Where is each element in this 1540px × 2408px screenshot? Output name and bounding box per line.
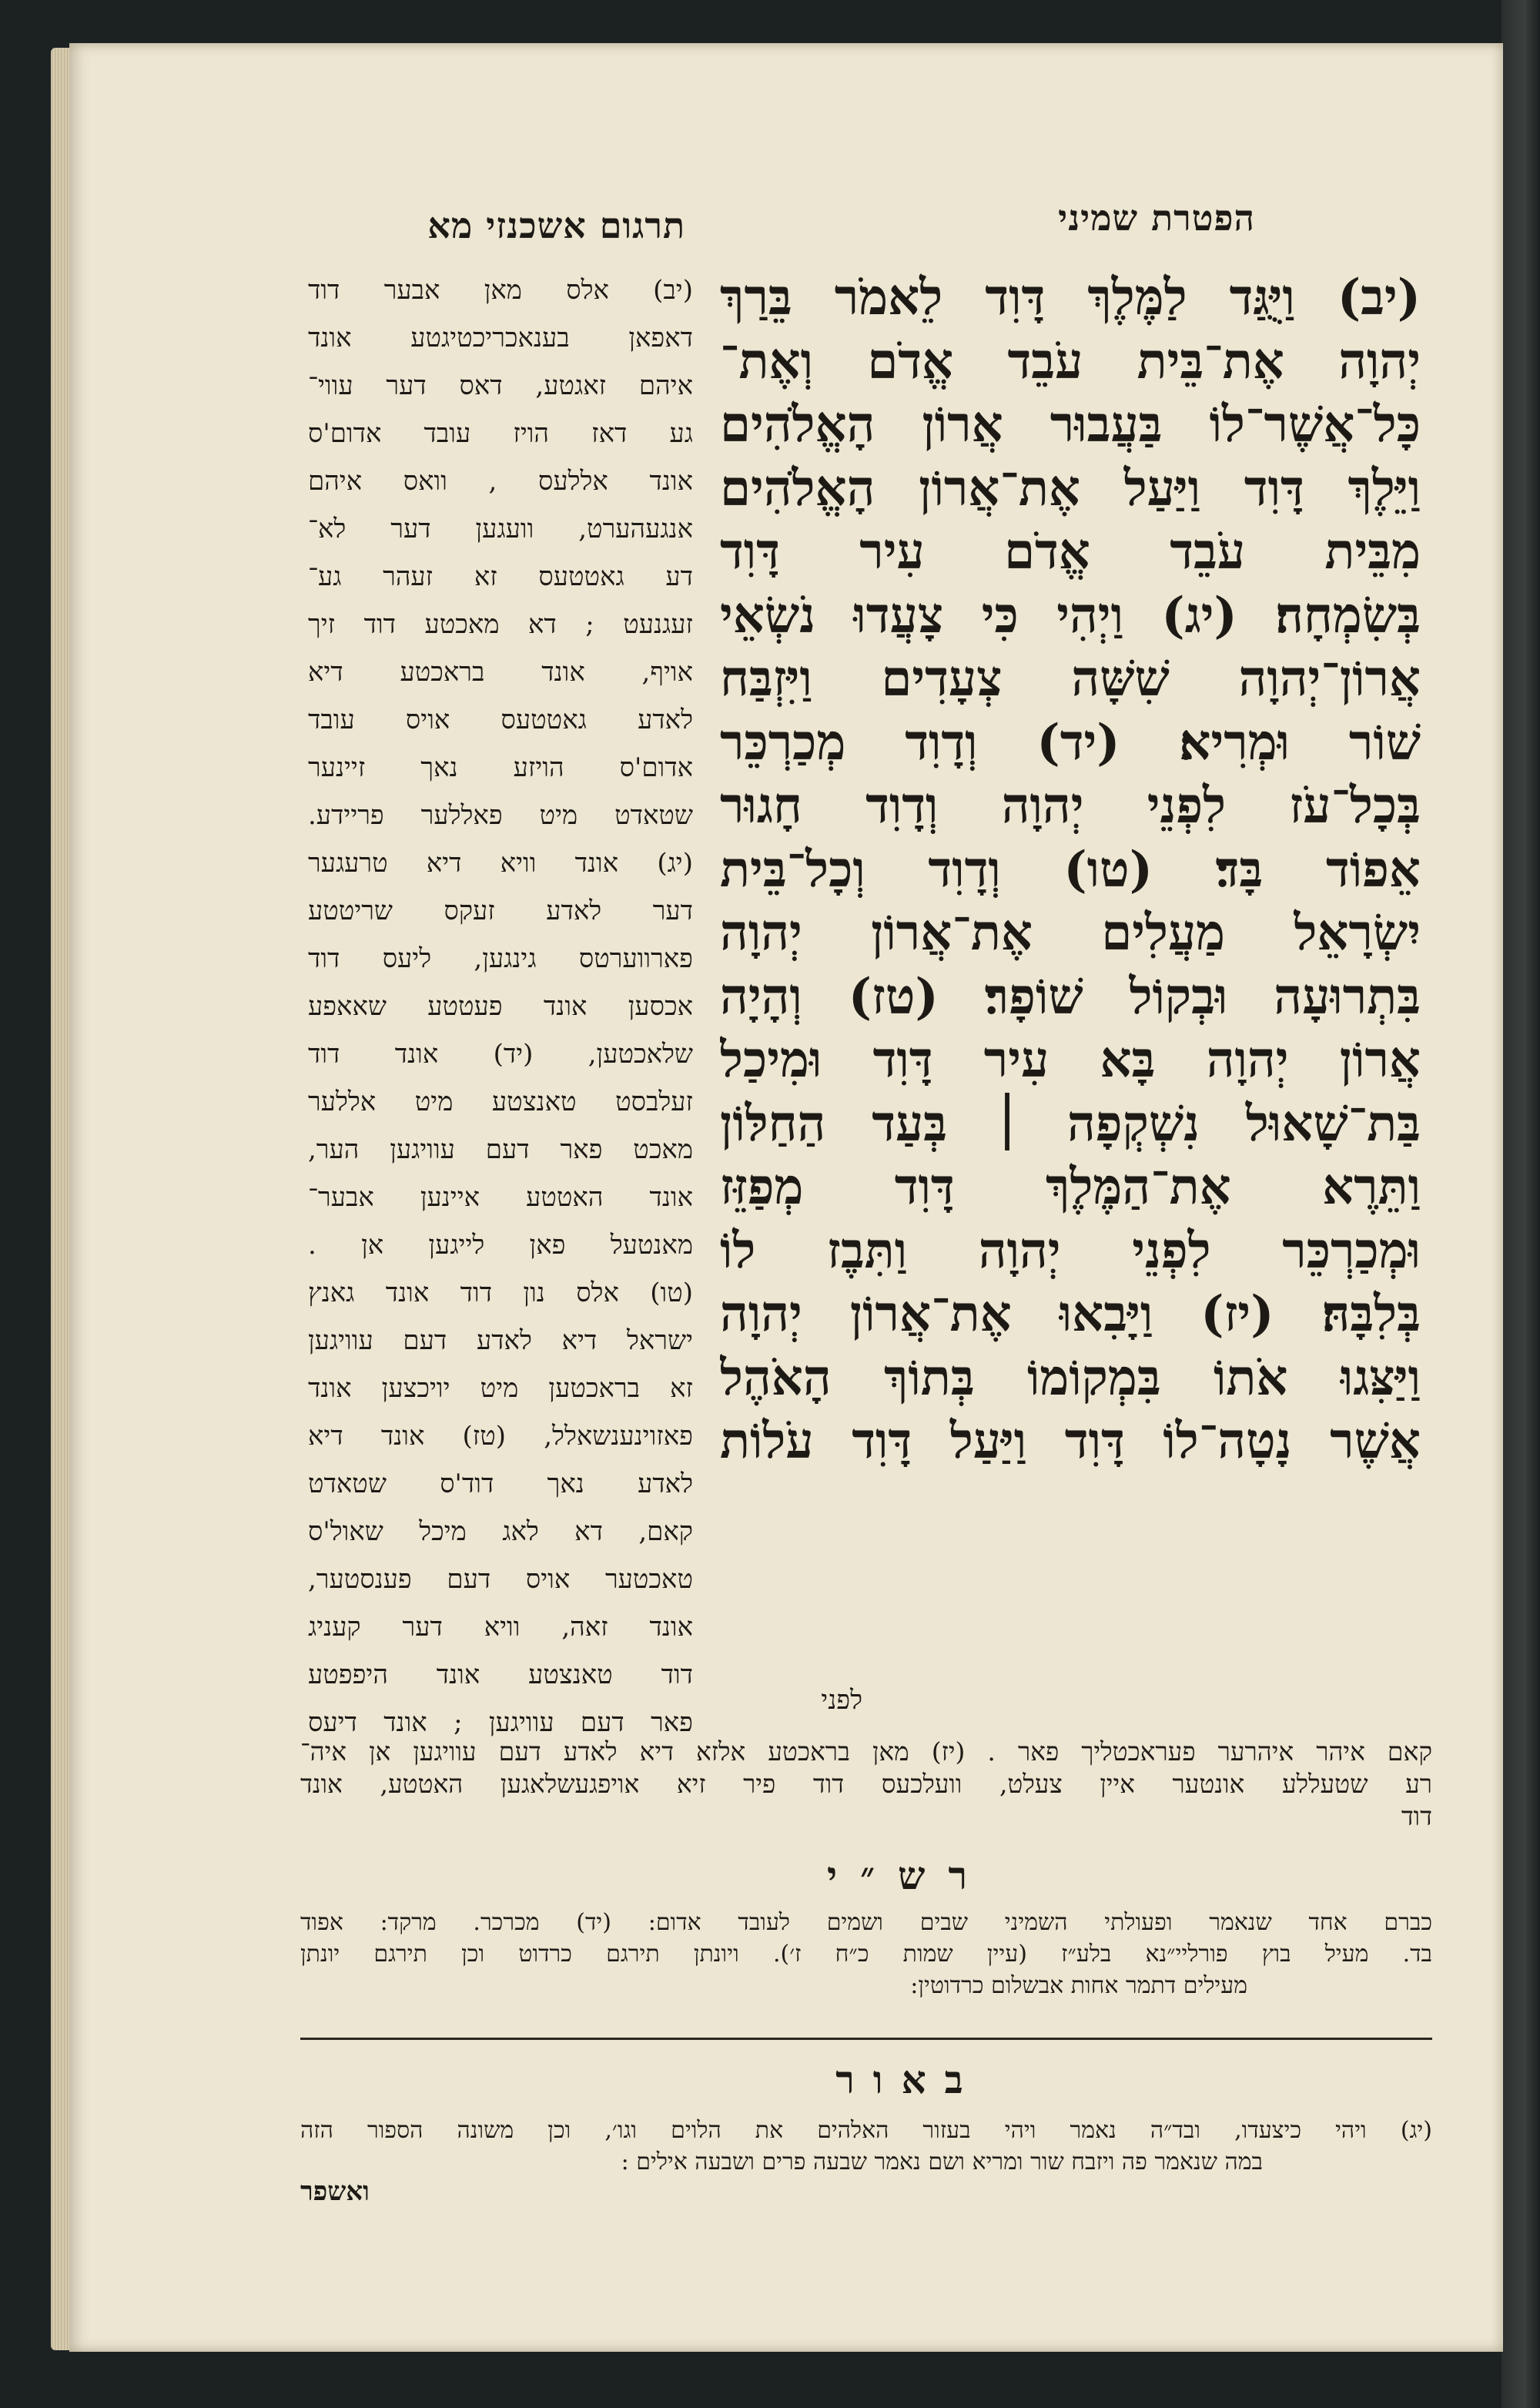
yiddish-line: אונד זאה, וויא דער קעניג: [308, 1612, 693, 1643]
biur-line: במה שנאמר פה ויזבח שור ומריא ושם נאמר שבעה פרים ושבעה אילים :: [621, 2148, 1263, 2175]
section-divider: [300, 2038, 1432, 2040]
yiddish-line: איהם זאגטע, דאס דער עווי־: [308, 370, 693, 401]
yiddish-line: (יג) אונד וויא דיא טרעגער: [308, 848, 693, 879]
yiddish-line: דאפאן בענאכריכטיגטע אונד: [308, 323, 693, 353]
hebrew-line: יְהוָה אֶת־בֵּית עֹבֵד אֱדֹם וְאֶת־: [720, 332, 1421, 390]
yiddish-line: קאם, דא לאג מיכל שאול'ס: [308, 1516, 693, 1547]
yiddish-line: ישראל דיא לאדע דעם עוויגען: [308, 1325, 693, 1356]
yiddish-line: שלאכטען, (יד) אונד דוד: [308, 1039, 693, 1070]
yiddish-line: פאזוינענשאלל, (טז) אונד דיא: [308, 1421, 693, 1452]
page-header-targum: תרגום אשכנזי מא: [427, 205, 685, 246]
rashi-commentary: [300, 1907, 1432, 2001]
yiddish-full-line: קאם איהר איהרער פעראכטליך פאר . (יז) מאן בראכטע אלזא דיא לאדע דעם עוויגען אן איה־: [300, 1737, 1432, 1767]
yiddish-line: (יב) אלס מאן אבער דוד: [308, 275, 693, 306]
hebrew-line: אֲרוֹן יְהוָה בָּא עִיר דָּוִד וּמִיכַל: [720, 1031, 1421, 1089]
yiddish-line: דער לאדע זעקס שריטטע: [308, 896, 693, 926]
yiddish-line: (טו) אלס נון דוד אונד גאנץ: [308, 1278, 693, 1308]
rashi-line: כברם אחד שנאמר ופעולתי השמיני שבים ושמים לעובד אדום: (יד) מכרכר. מרקד: אפוד: [300, 1909, 1432, 1936]
yiddish-line: לאדע נאך דוד'ס שטאדט: [308, 1469, 693, 1499]
hebrew-text-column: [720, 266, 1421, 1683]
rashi-line: מעילים דתמר אחות אבשלום כרדוטין:: [910, 1972, 1247, 1999]
hebrew-line: אֵפוֹד בָּד׃ (טו) וְדָוִד וְכָל־בֵּית: [720, 840, 1421, 899]
hebrew-line: וַתֵּרֶא אֶת־הַמֶּלֶךְ דָּוִד מְפַזֵּז: [720, 1158, 1421, 1216]
yiddish-line: לאדע גאטטעס אויס עובד: [308, 705, 693, 735]
hebrew-line: בְּלִבָּהּ׃ (יז) וַיָּבִאוּ אֶת־אֲרוֹן יְהוָה: [720, 1285, 1421, 1343]
yiddish-line: טאכטער אויס דעם פענסטער,: [308, 1564, 693, 1595]
hebrew-line: וּמְכַרְכֵּר לִפְנֵי יְהוָה וַתִּבֶז לוֹ: [720, 1221, 1421, 1280]
page-catchword-text: ואשפר: [300, 2176, 370, 2207]
hebrew-line: מִבֵּית עֹבֵד אֱדֹם עִיר דָּוִד: [720, 523, 1421, 581]
book-cover-edge: [1502, 0, 1540, 2408]
yiddish-line: אונד האטטע איינען אבער־: [308, 1182, 693, 1213]
yiddish-fullwidth-block: [300, 1736, 1432, 1833]
hebrew-line: אֲרוֹן־יְהוָה שִׁשָּׁה צְעָדִים וַיִּזְבַּח: [720, 650, 1421, 708]
yiddish-line: אדום'ס הויזע נאך זיינער: [308, 752, 693, 783]
yiddish-line: זא בראכטען מיט יויכצען אונד: [308, 1373, 693, 1404]
biur-line: (יג) ויהי כיצעדו, ובד״ה נאמר ויהי בעזור האלהים את הלוים וגו׳, וכן משונה הספור הזה: [300, 2117, 1432, 2144]
yiddish-line: מאכט פאר דעם עוויגען הער,: [308, 1134, 693, 1165]
yiddish-translation-column: [308, 266, 693, 1738]
book-page: [69, 43, 1503, 2352]
yiddish-full-line: רע שטעללע אונטער איין צעלט, וועלכעס דוד פיר זיא אויפגעשלאגען האטטע, אונד: [300, 1769, 1432, 1799]
yiddish-line: פאר דעם עוויגען ; אונד דיעס: [308, 1707, 693, 1738]
yiddish-line: אנגעהערט, וועגען דער לא־: [308, 514, 693, 544]
page-catchword: [300, 2176, 531, 2207]
biur-heading: באור: [835, 2057, 982, 2102]
yiddish-line: אונד אללעס , וואס איהם: [308, 466, 693, 497]
hebrew-line: כָּל־אֲשֶׁר־לוֹ בַּעֲבוּר אֲרוֹן הָאֱלֹהִים: [720, 396, 1421, 454]
rashi-heading: רש״י: [826, 1853, 991, 1898]
yiddish-line: מאנטעל פאן לייגען אן .: [308, 1230, 693, 1261]
hebrew-line: (יב) וַיֻּגַּד לַמֶּלֶךְ דָּוִד לֵאמֹר בֵּרַךְ: [720, 269, 1421, 327]
yiddish-line: זעלבסט טאנצטע מיט אללער: [308, 1087, 693, 1117]
hebrew-line: וַיַּצִּגוּ אֹתוֹ בִּמְקוֹמוֹ בְּתוֹךְ הָאֹהֶל: [720, 1348, 1421, 1407]
hebrew-line: וַיֵּלֶךְ דָּוִד וַיַּעַל אֶת־אֲרוֹן הָאֱלֹהִים: [720, 459, 1421, 517]
yiddish-full-line: דוד: [1401, 1801, 1432, 1831]
hebrew-line: שׁוֹר וּמְרִיא׃ (יד) וְדָוִד מְכַרְכֵּר: [720, 713, 1421, 772]
yiddish-line: גע דאז הויז עובד אדום'ס: [308, 418, 693, 449]
yiddish-line: דע גאטטעס זא זעהר גע־: [308, 561, 693, 592]
rashi-line: בד. מעיל בוץ פורליי״נא בלע״ז (עיין שמות כ״ח ז׳). ויונתן תירגם כרדוט וכן תירגם יונתן: [300, 1941, 1432, 1968]
hebrew-line: יִשְׂרָאֵל מַעֲלִים אֶת־אֲרוֹן יְהוָה: [720, 904, 1421, 962]
yiddish-line: שטאדט מיט פאללער פריידע.: [308, 800, 693, 831]
hebrew-line: אֲשֶׁר נָטָה־לוֹ דָּוִד וַיַּעַל דָּוִד עֹלוֹת: [720, 1412, 1421, 1470]
yiddish-line: דוד טאנצטע אונד היפפטע: [308, 1659, 693, 1690]
hebrew-line: בְּשִׂמְחָה׃ (יג) וַיְהִי כִּי צָעֲדוּ נֹשְׂאֵי: [720, 586, 1421, 645]
hebrew-catchword: לפני: [821, 1685, 862, 1716]
yiddish-line: פארווערטס גינגען, ליעס דוד: [308, 943, 693, 974]
page-header-haftarah: הפטרת שמיני: [1058, 197, 1255, 239]
yiddish-line: אכסען אונד פעטטע שאאפע: [308, 991, 693, 1022]
yiddish-line: אויף, אונד בראכטע דיא: [308, 657, 693, 688]
biur-commentary: [300, 2115, 1432, 2178]
yiddish-line: זעגנעט ; דא מאכטע דוד זיך: [308, 609, 693, 640]
hebrew-line: בִּתְרוּעָה וּבְקוֹל שׁוֹפָר׃ (טז) וְהָיָה: [720, 967, 1421, 1026]
hebrew-line: בַּת־שָׁאוּל נִשְׁקְפָה ׀ בְּעַד הַחַלּוֹן: [720, 1094, 1421, 1153]
hebrew-line: בְּכָל־עֹז לִפְנֵי יְהוָה וְדָוִד חָגוּר: [720, 777, 1421, 835]
